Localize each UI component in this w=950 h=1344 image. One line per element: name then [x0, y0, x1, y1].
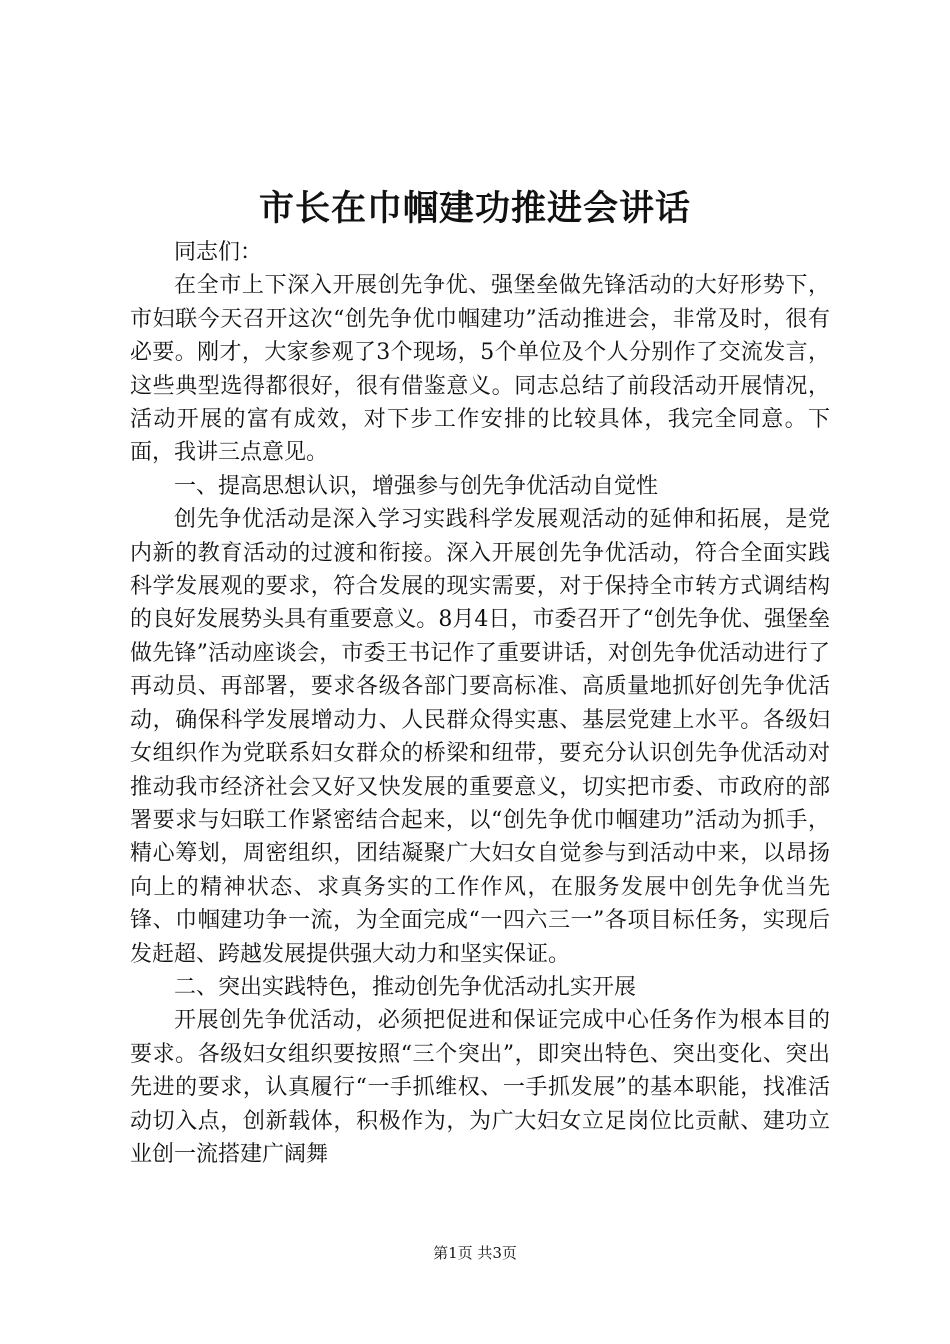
document-body — [130, 236, 830, 1171]
paragraph-section-2: 开展创先争优活动，必须把促进和保证完成中心任务作为根本目的要求。各级妇女组织要按照“三个突出”，即突出特色、突出变化、突出先进的要求，认真履行“一手抓维权、一手抓发展”的基本职能，找准活动切入点，创新载体，积极作为，为广大妇女立足岗位比贡献、建功立业创一流搭建广阔舞 — [130, 1008, 830, 1167]
document-title: 市长在巾帼建功推进会讲话 — [258, 188, 691, 229]
paragraph-intro: 在全市上下深入开展创先争优、强堡垒做先锋活动的大好形势下，市妇联今天召开这次“创先争优巾帼建功”活动推进会，非常及时，很有必要。刚才，大家参观了3个现场，5个单位及个人分别作了交流发言，这些典型选得都很好，很有借鉴意义。同志总结了前段活动开展情况，活动开展的富有成效，对下步工作安排的比较具体，我完全同意。下面，我讲三点意见。 — [130, 273, 830, 466]
paragraph-section-1: 创先争优活动是深入学习实践科学发展观活动的延伸和拓展，是党内新的教育活动的过渡和衔接。深入开展创先争优活动，符合全面实践科学发展观的要求，符合发展的现实需要，对于保持全市转方式调结构的良好发展势头具有重要意义。8月4日，市委召开了“创先争优、强堡垒做先锋”活动座谈会，市委王书记作了重要讲话，对创先争优活动进行了再动员、再部署，要求各级各部门要高标准、高质量地抓好创先争优活动，确保科学发展增动力、人民群众得实惠、基层党建上水平。各级妇女组织作为党联系妇女群众的桥梁和纽带，要充分认识创先争优活动对推动我市经济社会又好又快发展的重要意义，切实把市委、市政府的部署要求与妇联工作紧密结合起来，以“创先争优巾帼建功”活动为抓手，精心筹划，周密组织，团结凝聚广大妇女自觉参与到活动中来，以昂扬向上的精神状态、求真务实的工作作风，在服务发展中创先争优当先锋、巾帼建功争一流，为全面完成“一四六三一”各项目标任务，实现后发赶超、跨越发展提供强大动力和坚实保证。 — [130, 507, 830, 967]
salutation: 同志们： — [174, 240, 263, 265]
section-heading-1: 一、提高思想认识，增强参与创先争优活动自觉性 — [174, 473, 659, 499]
page-footer: 第1页 共3页 — [433, 1244, 517, 1262]
section-heading-2: 二、突出实践特色，推动创先争优活动扎实开展 — [174, 974, 637, 1000]
